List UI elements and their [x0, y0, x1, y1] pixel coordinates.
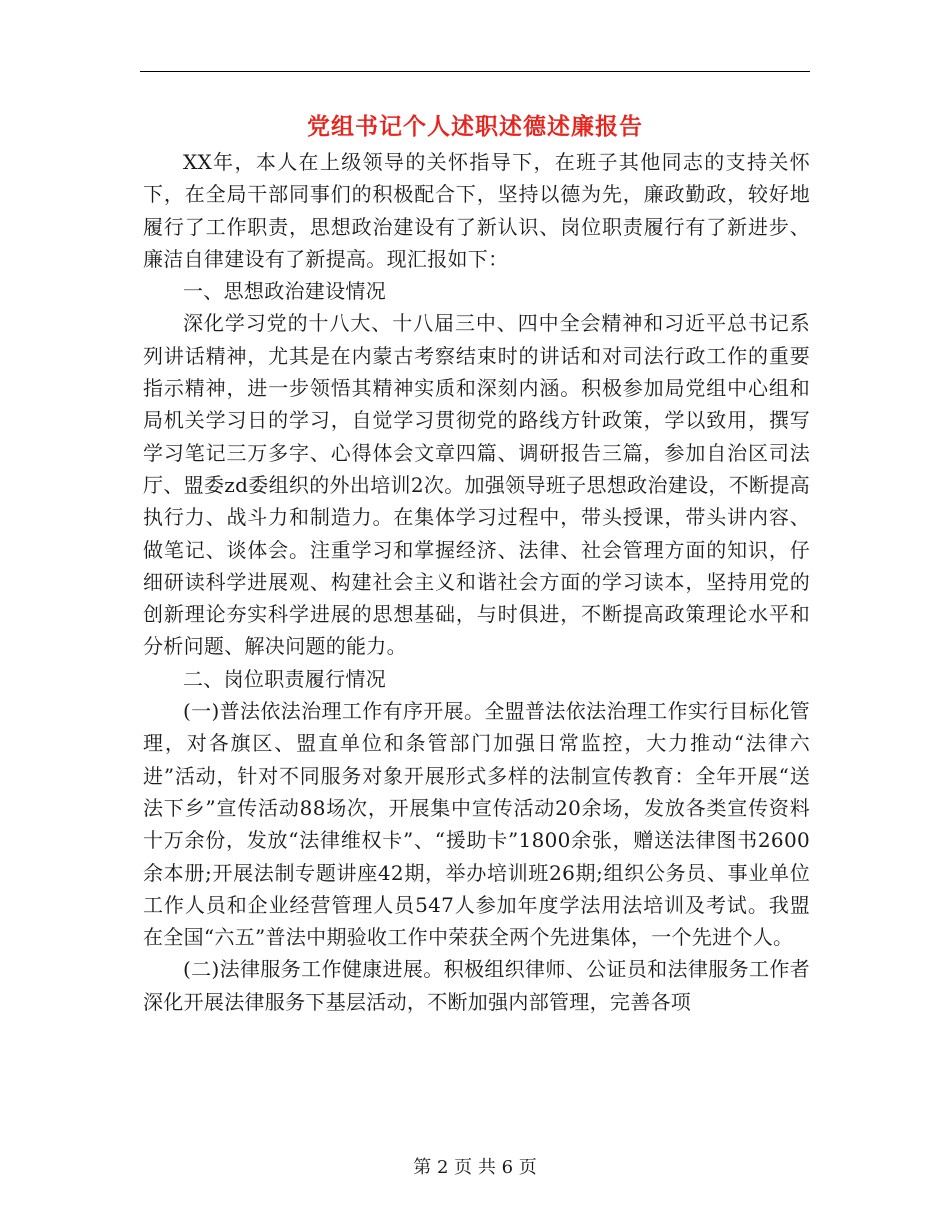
body-paragraph: (二)法律服务工作健康进展。积极组织律师、公证员和法律服务工作者深化开展法律服务下基层活动，不断加强内部管理，完善各项 — [143, 957, 810, 1014]
body-paragraph: 深化学习党的十八大、十八届三中、四中全会精神和习近平总书记系列讲话精神，尤其是在内蒙古考察结束时的讲话和对司法行政工作的重要指示精神，进一步领悟其精神实质和深刻内涵。积极参加局党组中心组和局机关学习日的学习，自觉学习贯彻党的路线方针政策，学以致用，撰写学习笔记三万多字、心得体会文章四篇、调研报告三篇，参加自治区司法厅、盟委zd委组织的外出培训2次。加强领导班子思想政治建设，不断提高执行力、战斗力和制造力。在集体学习过程中，带头授课，带头讲内容、做笔记、谈体会。注重学习和掌握经济、法律、社会管理方面的知识，仔细研读科学进展观、构建社会主义和谐社会方面的学习读本，坚持用党的创新理论夯实科学进展的思想基础，与时俱进，不断提高政策理论水平和分析问题、解决问题的能力。 — [143, 311, 810, 659]
page-number-footer: 第 2 页 共 6 页 — [413, 1157, 537, 1178]
section-heading: 二、岗位职责履行情况 — [183, 666, 386, 691]
section-heading: 一、思想政治建设情况 — [183, 279, 386, 304]
document-title: 党组书记个人述职述德述廉报告 — [307, 113, 643, 140]
document-body — [143, 146, 810, 1018]
body-paragraph: (一)普法依法治理工作有序开展。全盟普法依法治理工作实行目标化管理，对各旗区、盟直单位和条管部门加强日常监控，大力推动“法律六进”活动，针对不同服务对象开展形式多样的法制宣传教育：全年开展“送法下乡”宣传活动88场次，开展集中宣传活动20余场，发放各类宣传资料十万余份，发放“法律维权卡”、“援助卡”1800余张，赠送法律图书2600余本册;开展法制专题讲座42期，举办培训班26期;组织公务员、事业单位工作人员和企业经营管理人员547人参加年度学法用法培训及考试。我盟在全国“六五”普法中期验收工作中荣获全两个先进集体，一个先进个人。 — [143, 699, 810, 950]
header-rule — [140, 71, 810, 72]
intro-paragraph: XX年，本人在上级领导的关怀指导下，在班子其他同志的支持关怀下，在全局干部同事们的积极配合下，坚持以德为先，廉政勤政，较好地履行了工作职责，思想政治建设有了新认识、岗位职责履行有了新进步、廉洁自律建设有了新提高。现汇报如下： — [143, 150, 810, 271]
